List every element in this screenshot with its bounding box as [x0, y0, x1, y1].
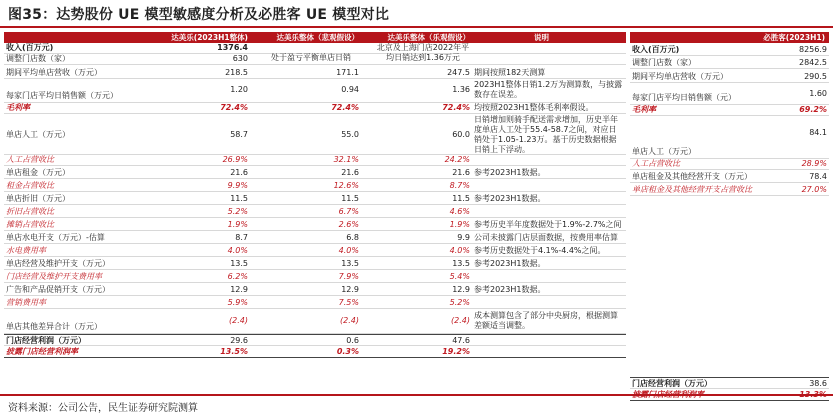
table-row: [4, 270, 626, 283]
row-value: 11.5: [230, 194, 248, 203]
row-label: 毛利率: [632, 105, 656, 114]
row-label: 单店租金及其他经营开支占营收比: [632, 185, 752, 194]
row-value: (2.4): [451, 316, 470, 325]
row-label: 单店折旧（万元）: [6, 194, 70, 203]
source-note: 资料来源：公司公告，民生证券研究院测算: [8, 403, 198, 414]
header-col1: 达美乐(2023H1整体): [171, 33, 248, 42]
row-value: 8256.9: [799, 45, 827, 54]
row-value: 32.1%: [333, 155, 359, 164]
header-pizzahut: 必胜客(2023H1): [763, 33, 825, 42]
row-label: 单店租金及其他经营开支（万元）: [632, 172, 752, 181]
table-row: [4, 205, 626, 218]
row-note: 均按照2023H1整体毛利率假设。: [474, 103, 594, 112]
row-value: 630: [232, 54, 248, 63]
row-value: 13.5: [341, 259, 359, 268]
row-value: 1376.4: [217, 43, 248, 52]
row-value: 247.5: [447, 68, 470, 77]
header-col3: 达美乐整体（乐观假设）: [387, 33, 470, 42]
row-value: (2.4): [229, 316, 248, 325]
row-value: 12.9: [341, 285, 359, 294]
table-row: [4, 244, 626, 257]
row-label: 单店经营及维护开支（万元）: [6, 259, 110, 268]
row-value: 24.2%: [444, 155, 470, 164]
row-value: 12.9: [230, 285, 248, 294]
row-value: 5.2%: [227, 207, 248, 216]
row-label: 人工占营收比: [6, 155, 54, 164]
row-note: 参考2023H1数据。: [474, 194, 546, 203]
row-value: 4.0%: [227, 246, 248, 255]
table-row: [630, 69, 829, 83]
figure-title: 图35：达势股份 UE 模型敏感度分析及必胜客 UE 模型对比: [8, 7, 390, 23]
table-row: [630, 105, 829, 116]
row-label: 单店水电开支（万元）-估算: [6, 233, 105, 242]
row-value: 27.0%: [801, 185, 827, 194]
row-label: 广告和产品促销开支（万元）: [6, 285, 110, 294]
table-row: [630, 83, 829, 105]
row-label: 披露门店经营利润率: [6, 347, 78, 356]
row-value: 0.6: [346, 336, 359, 345]
row-value: 11.5: [341, 194, 359, 203]
row-value: 58.7: [230, 130, 248, 139]
table-row: [630, 183, 829, 196]
source-divider: [0, 394, 833, 396]
row-value: 78.4: [809, 172, 827, 181]
row-note: 期间按照182天测算: [474, 68, 546, 77]
row-note: 公司未披露门店层面数据，按费用率估算: [474, 233, 618, 242]
row-value: 8.7: [235, 233, 248, 242]
row-label: 单店人工（万元）: [6, 130, 70, 139]
row-label: 毛利率: [6, 103, 30, 112]
row-value: 12.9: [452, 285, 470, 294]
row-value: 26.9%: [222, 155, 248, 164]
row-label: 租金占营收比: [6, 181, 54, 190]
table-row: [4, 257, 626, 270]
header-col2: 达美乐整体（悲观假设）: [276, 33, 359, 42]
table-row: [4, 283, 626, 296]
row-value: 13.5%: [220, 347, 248, 356]
pizzahut-ue-table: [630, 32, 829, 401]
row-label: 门店经营及维护开支费用率: [6, 272, 102, 281]
row-note: 参考2023H1数据。: [474, 168, 546, 177]
row-value: 21.6: [452, 168, 470, 177]
row-value: 1.9%: [449, 220, 470, 229]
table-row: [4, 231, 626, 244]
row-value: 1.20: [230, 85, 248, 94]
row-value: 7.5%: [338, 298, 359, 307]
row-label: 水电费用率: [6, 246, 46, 255]
table-header: [4, 32, 626, 43]
row-note: 日销增加则骑手配送需求增加，历史半年度单店人工处于55.4-58.7之间，对应日销处于1.05-1.23万。基于历史数据根据日销上下浮动。: [474, 115, 618, 154]
row-label: 单店人工（万元）: [632, 147, 696, 156]
row-value: 13.5: [230, 259, 248, 268]
row-value: 1.36: [452, 85, 470, 94]
table-row: [4, 166, 626, 179]
row-value: 171.1: [336, 68, 359, 77]
row-value: 72.4%: [442, 103, 470, 112]
table-row: [4, 79, 626, 103]
row-value: 290.5: [804, 72, 827, 81]
row-note: 参考历史数据处于4.1%-4.4%之间。: [474, 246, 606, 255]
row-value: 4.0%: [449, 246, 470, 255]
row-note: 参考历史半年度数据处于1.9%-2.7%之间: [474, 220, 622, 229]
row-value: 2842.5: [799, 58, 827, 67]
table-row: [630, 170, 829, 183]
row-value: 5.9%: [227, 298, 248, 307]
title-divider: [0, 26, 833, 28]
col3-assumption-note: 北京及上海门店2022年平均日销达到1.36万元: [376, 43, 470, 62]
row-value: 6.7%: [338, 207, 359, 216]
row-value: 5.4%: [449, 272, 470, 281]
row-note: 参考2023H1数据。: [474, 259, 546, 268]
row-value: 0.94: [341, 85, 359, 94]
row-note: 2023H1整体日销1.2万为测算数，与披露数存在误差。: [474, 80, 623, 99]
row-label: 单店租金（万元）: [6, 168, 70, 177]
row-value: 8.7%: [449, 181, 470, 190]
row-value: 21.6: [230, 168, 248, 177]
row-value: 38.6: [809, 379, 827, 388]
table-row: [4, 346, 626, 358]
table-row: [630, 116, 829, 159]
row-value: 72.4%: [220, 103, 248, 112]
row-value: 69.2%: [799, 105, 827, 114]
table-row: [630, 43, 829, 56]
table-row: [630, 56, 829, 69]
table-row: [4, 179, 626, 192]
row-label: 营销费用率: [6, 298, 46, 307]
row-label: 门店经营利润（万元）: [632, 379, 712, 388]
row-label: 每家门店平均日销售额（元）: [632, 93, 736, 102]
row-value: 60.0: [452, 130, 470, 139]
row-value: 4.6%: [449, 207, 470, 216]
row-value: 6.8: [346, 233, 359, 242]
row-value: 0.3%: [336, 347, 359, 356]
table-row: [4, 309, 626, 334]
row-value: 47.6: [452, 336, 470, 345]
row-label: 摊销占营收比: [6, 220, 54, 229]
table-row: [4, 103, 626, 114]
row-value: 1.60: [809, 89, 827, 98]
table-header: [630, 32, 829, 43]
col2-assumption-note: 处于盈亏平衡单店日销: [271, 53, 351, 62]
table-row: [630, 377, 829, 389]
row-value: 6.2%: [227, 272, 248, 281]
row-value: (2.4): [340, 316, 359, 325]
table-row: [4, 334, 626, 346]
table-row: [4, 296, 626, 309]
header-col4: 说明: [534, 33, 549, 42]
row-label: 期间平均单店营收（万元）: [6, 68, 102, 77]
row-value: 2.6%: [338, 220, 359, 229]
row-label: 收入(百万元): [6, 43, 54, 52]
dominos-ue-table: [4, 32, 626, 358]
row-label: 调整门店数（家）: [6, 54, 70, 63]
row-note: 成本测算包含了部分中央厨房，根据测算差额适当调整。: [474, 311, 618, 330]
row-label: 期间平均单店营收（万元）: [632, 72, 728, 81]
table-row: [630, 159, 829, 170]
table-row: [4, 218, 626, 231]
row-value: 19.2%: [442, 347, 470, 356]
row-value: 84.1: [809, 128, 827, 137]
row-value: 7.9%: [338, 272, 359, 281]
row-note: 参考2023H1数据。: [474, 285, 546, 294]
row-label: 人工占营收比: [632, 159, 680, 168]
row-value: 11.5: [452, 194, 470, 203]
table-row: [4, 65, 626, 79]
row-label: 折旧占营收比: [6, 207, 54, 216]
row-value: 9.9: [457, 233, 470, 242]
row-value: 4.0%: [338, 246, 359, 255]
row-label: 调整门店数（家）: [632, 58, 696, 67]
row-label: 收入(百万元): [632, 45, 680, 54]
table-row: [4, 114, 626, 155]
row-label: 单店其他差异合计（万元）: [6, 322, 102, 331]
row-value: 5.2%: [449, 298, 470, 307]
row-value: 21.6: [341, 168, 359, 177]
row-value: 12.6%: [333, 181, 359, 190]
row-value: 28.9%: [801, 159, 827, 168]
row-value: 29.6: [230, 336, 248, 345]
row-value: 218.5: [225, 68, 248, 77]
row-value: 13.5: [452, 259, 470, 268]
row-value: 9.9%: [227, 181, 248, 190]
row-value: 1.9%: [227, 220, 248, 229]
table-row: [4, 155, 626, 166]
table-row: [4, 192, 626, 205]
row-value: 72.4%: [331, 103, 359, 112]
row-label: 每家门店平均日销售额（万元）: [6, 91, 118, 100]
blank-spacer: [630, 196, 829, 377]
row-label: 门店经营利润（万元）: [6, 336, 86, 345]
row-value: 55.0: [341, 130, 359, 139]
